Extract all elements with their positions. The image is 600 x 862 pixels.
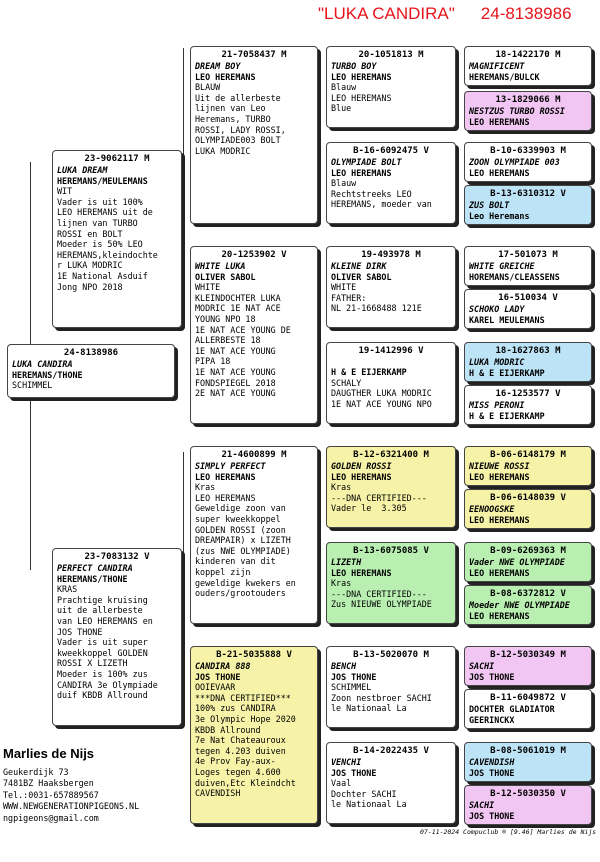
subject-name: LUKA CANDIRA (12, 359, 73, 369)
fmf-ring: 19-493978 M (361, 250, 421, 260)
mmm-line: Vaal (331, 778, 352, 789)
g5-ring: B-08-5061019 M (490, 746, 566, 756)
g5-box[interactable] (464, 742, 592, 782)
g5-name: Vader NWE OLYMPIADE (469, 557, 565, 567)
father-line: Vader is uit 100% (57, 196, 143, 207)
g5-owner: HOREMANS/CLEASSENS (469, 271, 560, 282)
mother-line: ROSSI X LIZETH (57, 658, 128, 669)
mf-line: Geweldige zoon van (195, 503, 286, 514)
father-line: HEREMANS,kleindochte (57, 249, 158, 260)
mmf-ring: B-13-5020070 M (353, 650, 429, 660)
ffm-name: OLYMPIADE BOLT (331, 157, 402, 167)
g5-owner: LEO HEREMANS (469, 167, 530, 178)
father-name: LUKA DREAM (57, 165, 108, 175)
fmf-box[interactable] (326, 246, 456, 328)
mf-name: SIMPLY PERFECT (195, 461, 266, 471)
g5-owner: JOS THONE (469, 810, 515, 821)
pedigree-title (318, 4, 588, 26)
mm-line: 100% zus CANDIRA (195, 703, 276, 714)
mff-owner: LEO HEREMANS (331, 471, 392, 482)
mmm-owner: JOS THONE (331, 767, 377, 778)
fmm-line: DAUGTHER LUKA MODRIC (331, 388, 432, 399)
g5-box[interactable] (464, 785, 592, 825)
fmf-line: FATHER: (331, 292, 367, 303)
mother-line: duif KBDB Allround (57, 690, 148, 701)
mother-line: kweekkoppel GOLDEN (57, 647, 148, 658)
ff-line: ROSSI, LADY ROSSI, (195, 124, 286, 135)
mmf-name: BENCH (331, 661, 357, 671)
mf-line: Kras (195, 482, 216, 493)
fmm-line: SCHALY (331, 377, 362, 388)
connector (30, 162, 31, 346)
mother-line: KRAS (57, 584, 78, 595)
g5-ring: B-09-6269363 M (490, 546, 566, 556)
father-ring: 23-9062117 M (84, 154, 150, 164)
fmm-owner: H & E EIJERKAMP (331, 367, 407, 377)
father-line: WIT (57, 186, 73, 197)
father-box[interactable] (52, 150, 182, 328)
mf-line: LEO HEREMANS (195, 492, 256, 503)
fmm-line: 1E NAT ACE YOUNG NPO (331, 398, 432, 409)
mmf-box[interactable] (326, 646, 456, 728)
mother-line: Moeder is 100% zus (57, 668, 148, 679)
mm-line: OOIEVAAR (195, 682, 236, 693)
mmf-line: Zoon nestbroer SACHI (331, 692, 432, 703)
mm-line: KBDB Allround (195, 724, 261, 735)
mmm-box[interactable] (326, 742, 456, 824)
g5-ring: B-12-5030349 M (490, 650, 566, 660)
mm-owner: JOS THONE (195, 671, 241, 682)
mother-line: CANDIRA 3e Olympiade (57, 679, 158, 690)
mother-line: uit de allerbeste (57, 605, 143, 616)
mother-line: Prachtige kruising (57, 594, 148, 605)
fff-ring: 20-1051813 M (358, 50, 424, 60)
ffm-line: HEREMANS, moeder van (331, 199, 432, 210)
mff-line: Kras (331, 482, 352, 493)
g5-name: ZOON OLYMPIADE 003 (469, 157, 560, 167)
mm-line: tegen 4.203 duiven (195, 745, 286, 756)
father-line: ROSSI en BOLT (57, 228, 123, 239)
pigeon-ring-title: 24-8138986 (480, 4, 572, 23)
ff-box[interactable] (190, 46, 318, 224)
mmm-ring: B-14-2022435 V (353, 746, 429, 756)
g5-box[interactable] (464, 585, 592, 625)
mf-box[interactable] (190, 446, 318, 624)
fff-name: TURBO BOY (331, 61, 377, 71)
fff-line: Blauw (331, 82, 357, 93)
mm-line: duiven,Etc Kleindcht (195, 777, 296, 788)
g5-box[interactable] (464, 542, 592, 582)
fm-box[interactable] (190, 246, 318, 424)
fmm-ring: 19-1412996 V (358, 346, 424, 356)
mother-owner: HEREMANS/THONE (57, 573, 128, 584)
mmm-name: VENCHI (331, 757, 362, 767)
breeder-address (3, 767, 139, 824)
connector (183, 186, 184, 304)
mother-name: PERFECT CANDIRA (57, 563, 133, 573)
fm-line: 2E NAT ACE YOUNG (195, 388, 276, 399)
ff-line: Heremans, TURBO (195, 113, 271, 124)
g5-box[interactable] (464, 689, 592, 729)
ffm-owner: LEO HEREMANS (331, 167, 392, 178)
g5-box[interactable] (464, 185, 592, 225)
connector (183, 574, 184, 654)
website-link[interactable]: WWW.NEWGENERATIONPIGEONS.NL (3, 801, 140, 812)
mf-ring: 21-4600899 M (221, 450, 287, 460)
father-line: r LUKA MODRIC (57, 260, 123, 271)
g5-box[interactable] (464, 142, 592, 182)
mother-line: JOS THONE (57, 626, 103, 637)
fff-box[interactable] (326, 46, 456, 128)
g5-name: ZUS BOLT (469, 200, 510, 210)
fm-owner: OLIVER SABOL (195, 271, 256, 282)
g5-box[interactable] (464, 489, 592, 529)
g5-owner: LEO HEREMANS (469, 471, 530, 482)
g5-box[interactable] (464, 246, 592, 286)
mm-line: CAVENDISH (195, 788, 241, 799)
mm-line: 7e Nat Chateauroux (195, 735, 286, 746)
mother-ring: 23-7083132 V (84, 552, 150, 562)
g5-owner: H & E EIJERKAMP (469, 367, 545, 378)
g5-name: WHITE GREICHE (469, 261, 535, 271)
g5-owner: Leo Heremans (469, 210, 530, 221)
g5-box[interactable] (464, 446, 592, 486)
connector (30, 400, 31, 570)
mf-line: koppel zijn (195, 566, 251, 577)
ffm-line: Rechtstreeks LEO (331, 188, 412, 199)
g5-box[interactable] (464, 289, 592, 329)
g5-owner: JOS THONE (469, 767, 515, 778)
fmm-box[interactable] (326, 342, 456, 424)
fm-line: WHITE (195, 282, 221, 293)
mf-line: super kweekkoppel (195, 513, 281, 524)
g5-name: LUKA MODRIC (469, 357, 525, 367)
g5-name: NIEUWE ROSSI (469, 461, 530, 471)
g5-name: Moeder NWE OLYMPIADE (469, 600, 570, 610)
g5-name: SCHOKO LADY (469, 304, 525, 314)
ff-owner: LEO HEREMANS (195, 71, 256, 82)
mf-line: kinderen van dit (195, 556, 276, 567)
g5-name: MAGNIFICENT (469, 61, 525, 71)
g5-name: DOCHTER GLADIATOR (469, 704, 555, 714)
g5-owner: LEO HEREMANS (469, 116, 530, 127)
mother-box[interactable] (52, 548, 182, 726)
mff-box[interactable] (326, 446, 456, 528)
g5-ring: B-08-6372812 V (490, 589, 566, 599)
fm-line: 1E NAT ACE YOUNG DE (195, 324, 291, 335)
father-line: Moeder is 50% LEO (57, 239, 143, 250)
mff-line: ---DNA CERTIFIED--- (331, 492, 427, 503)
father-line: 1E National Asduif (57, 270, 148, 281)
mm-line: 4e Prov Fay-aux- (195, 756, 276, 767)
g5-box[interactable] (464, 46, 592, 86)
fm-line: PIPA 18 (195, 356, 231, 367)
fmf-name: KLEINE DIRK (331, 261, 387, 271)
g5-owner: HEREMANS/BULCK (469, 71, 540, 82)
g5-owner: LEO HEREMANS (469, 610, 530, 621)
mfm-line: Zus NIEUWE OLYMPIADE (331, 599, 432, 610)
fm-line: 1E NAT ACE YOUNG (195, 345, 276, 356)
mfm-line: Kras (331, 578, 352, 589)
mm-ring: B-21-5035888 V (216, 650, 292, 660)
father-line: LEO HEREMANS uit de (57, 207, 153, 218)
fm-line: 1E NAT ACE YOUNG (195, 366, 276, 377)
fmf-line: NL 21-1668488 121E (331, 303, 422, 314)
g5-name: MISS PERONI (469, 400, 525, 410)
g5-box[interactable] (464, 342, 592, 382)
mf-line: ouders/grootouders (195, 588, 286, 599)
mm-name: CANDIRA 888 (195, 661, 251, 671)
mm-line: Loges tegen 4.600 (195, 766, 281, 777)
g5-owner: KAREL MEULEMANS (469, 314, 545, 325)
g5-name: CAVENDISH (469, 757, 515, 767)
mff-line: Vader le 3.305 (331, 503, 407, 514)
ff-line: BLAUW (195, 82, 221, 93)
pigeon-name-title: "LUKA CANDIRA" (318, 4, 455, 23)
mm-line: 3e Olympic Hope 2020 (195, 713, 296, 724)
ff-line: Uit de allerbeste (195, 92, 281, 103)
mf-line: geweldige kwekers en (195, 577, 296, 588)
ffm-ring: B-16-6092475 V (353, 146, 429, 156)
g5-owner: H & E EIJERKAMP (469, 410, 545, 421)
address-line: Geukerdijk 73 (3, 767, 69, 777)
g5-ring: 18-1422170 M (495, 50, 561, 60)
g5-ring: B-11-6049872 V (490, 693, 566, 703)
fmf-line: WHITE (331, 282, 357, 293)
g5-name: EENOOGSKE (469, 504, 515, 514)
mmf-owner: JOS THONE (331, 671, 377, 682)
mfm-name: LIZETH (331, 557, 362, 567)
g5-ring: 16-510034 V (498, 293, 558, 303)
g5-ring: 13-1829066 M (495, 95, 561, 105)
g5-name: NESTZUS TURBO ROSSI (469, 106, 565, 116)
mfm-owner: LEO HEREMANS (331, 567, 392, 578)
ff-ring: 21-7058437 M (221, 50, 287, 60)
g5-owner: LEO HEREMANS (469, 514, 530, 525)
g5-owner: LEO HEREMANS (469, 567, 530, 578)
father-line: Jong NPO 2018 (57, 281, 123, 292)
mm-line: ***DNA CERTIFIED*** (195, 692, 291, 703)
g5-name: SACHI (469, 800, 495, 810)
ff-line: LUKA MODRIC (195, 145, 251, 156)
g5-name: SACHI (469, 661, 495, 671)
ff-line: lijnen van Leo (195, 103, 266, 114)
fm-ring: 20-1253902 V (221, 250, 287, 260)
mf-owner: LEO HEREMANS (195, 471, 256, 482)
ff-line: OLYMPIADE003 BOLT (195, 135, 281, 146)
fm-line: YOUNG NPO 18 (195, 313, 256, 324)
g5-ring: 17-501073 M (498, 250, 558, 260)
fm-line: KLEINDOCHTER LUKA (195, 292, 281, 303)
g5-ring: B-10-6339903 M (490, 146, 566, 156)
mff-ring: B-12-6321400 M (353, 450, 429, 460)
mmm-line: le Nationaal La (331, 799, 407, 810)
g5-ring: 18-1627863 M (495, 346, 561, 356)
subject-info: SCHIMMEL (12, 380, 53, 391)
mmm-line: Dochter SACHI (331, 788, 397, 799)
g5-ring: B-06-6148039 V (490, 493, 566, 503)
connector (183, 452, 184, 556)
mf-line: GOLDEN ROSSI (zoon (195, 524, 286, 535)
g5-ring: B-12-5030350 V (490, 789, 566, 799)
mfm-ring: B-13-6075085 V (353, 546, 429, 556)
g5-ring: 16-1253577 V (495, 389, 561, 399)
phone-line: Tel.:0031-657889567 (3, 789, 99, 800)
g5-ring: B-13-6310312 V (490, 189, 566, 199)
address-line: 7481BZ Haaksbergen (3, 778, 94, 789)
ffm-line: Blauw (331, 178, 357, 189)
mmf-line: le Nationaal La (331, 703, 407, 714)
fm-line: MODRIC 1E NAT ACE (195, 303, 281, 314)
mother-line: van LEO HEREMANS en (57, 615, 153, 626)
fff-line: LEO HEREMANS (331, 92, 392, 103)
print-stamp: 07-11-2024 Compuclub ® [9.46] Marlies de Nijs (420, 828, 597, 836)
mmf-line: SCHIMMEL (331, 682, 372, 693)
fm-line: FONDSPIEGEL 2018 (195, 377, 276, 388)
fm-line: ALLERBESTE 18 (195, 335, 261, 346)
mother-line: Vader is uit super (57, 637, 148, 648)
fff-line: Blue (331, 103, 352, 114)
mm-box[interactable] (190, 646, 318, 824)
fff-owner: LEO HEREMANS (331, 71, 392, 82)
g5-owner: JOS THONE (469, 671, 515, 682)
father-line: lijnen van TURBO (57, 217, 138, 228)
mf-line: DREAMPAIR) x LIZETH (195, 535, 291, 546)
mf-line: (zus NWE OLYMPIADE) (195, 545, 291, 556)
fmf-owner: OLIVER SABOL (331, 271, 392, 282)
connector (183, 48, 184, 160)
mff-name: GOLDEN ROSSI (331, 461, 392, 471)
subject-owner: HEREMANS/THONE (12, 369, 83, 380)
fm-name: WHITE LUKA (195, 261, 246, 271)
g5-box[interactable] (464, 91, 592, 131)
g5-box[interactable] (464, 385, 592, 425)
g5-ring: B-06-6148179 M (490, 450, 566, 460)
breeder-name: Marlies de Nijs (3, 746, 95, 761)
subject-ring: 24-8138986 (63, 348, 119, 358)
g5-owner: GEERINCKX (469, 714, 515, 725)
ffm-box[interactable] (326, 142, 456, 224)
father-owner: HEREMANS/MEULEMANS (57, 175, 148, 186)
mfm-line: ---DNA CERTIFIED--- (331, 588, 427, 599)
mfm-box[interactable] (326, 542, 456, 624)
subject-box[interactable] (7, 344, 175, 398)
g5-box[interactable] (464, 646, 592, 686)
ff-name: DREAM BOY (195, 61, 241, 71)
email-link[interactable]: ngpigeons@gmail.com (3, 812, 99, 823)
